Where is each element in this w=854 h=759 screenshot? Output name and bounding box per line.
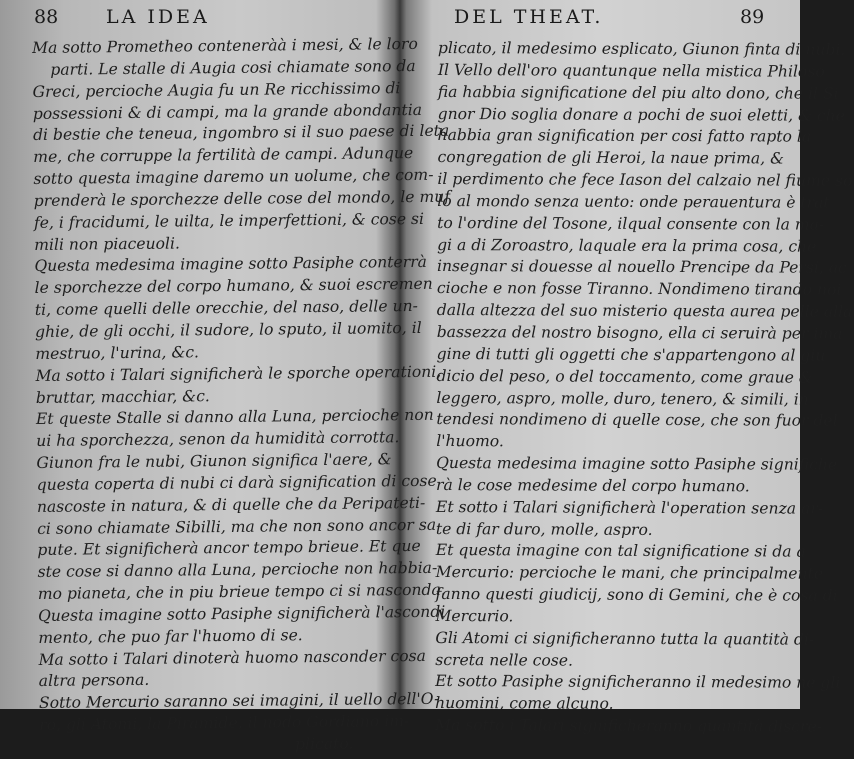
page-text	[434, 38, 853, 739]
text-line: di bestie che teneua, ingombro si il suo paese di leta	[32, 122, 450, 145]
text-line: questa coperta di nubi ci darà signification di cose	[36, 471, 437, 494]
running-head: DEL THEAT.	[454, 6, 604, 28]
text-line: possessioni & di campi, ma la grande abondantia	[32, 100, 423, 123]
text-line: Gli Atomi ci significheranno tutta la quantità di-	[435, 628, 815, 649]
text-line: huomini, come alcuno.	[435, 694, 614, 714]
text-line: mo pianeta, che in piu brieue tempo ci si nasconda.	[37, 580, 446, 604]
text-line: fe, i fracidumi, le uilta, le imperfettioni, & cose si	[33, 209, 425, 232]
text-line: il perdimento che fece Iason del calzaio nel fiume so	[437, 170, 853, 190]
text-line: ui ha sporchezza, senon da humidità corrotta.	[36, 428, 400, 451]
running-head: LA IDEA	[106, 6, 210, 28]
right-page	[402, 0, 853, 736]
text-line: Ma sotto i Talari significherà le sporche operationi,	[35, 362, 442, 385]
text-line: Ma sotto i Talari significheranno quantità discre-	[434, 716, 823, 736]
text-line: Questa imagine sotto Pasiphe significherà l'ascondi	[37, 602, 446, 625]
text-line: Il Vello dell'oro quantunque nella mistica Philoso	[437, 60, 825, 81]
text-line: Ma sotto i Talari dinoterà huomo nasconder cosa	[38, 646, 426, 669]
text-line: insegnar si douesse al nouello Prencipe da Persi, ac	[436, 257, 847, 278]
text-line: rà le cose medesime del corpo humano.	[436, 475, 750, 496]
text-line: mili non piaceuoli.	[34, 234, 180, 254]
text-line: pute. Et significherà ancor tempo brieue. Et que	[37, 537, 421, 560]
text-line: gi a di Zoroastro, laquale era la prima cosa, che	[437, 235, 817, 256]
text-line: leggero, aspro, molle, duro, tenero, & simili, in	[436, 388, 809, 409]
text-line: prenderà le sporchezze delle cose del mondo, le muf	[33, 187, 451, 210]
text-line: bassezza del nostro bisogno, ella ci seruirà per ima	[436, 322, 843, 343]
text-line: Mercurio: percioche le mani, che principalmente	[435, 563, 824, 583]
text-line: lo al mondo senza uento: onde perauentura è trat	[437, 191, 830, 212]
page-text	[32, 34, 451, 759]
text-line: ti, come quelli delle orecchie, del naso, delle un-	[34, 297, 418, 320]
text-line: cioche e non fosse Tiranno. Nondimeno tirando noi	[436, 279, 842, 300]
text-line: Questa medesima imagine sotto Pasiphe significhe	[436, 454, 838, 474]
text-line: sotto questa imagine daremo un uolume, che com-	[33, 165, 434, 189]
text-line: parti. Le stalle di Augia cosi chiamate sono da	[50, 56, 416, 79]
text-line: ste cose si danno alla Luna, percioche non habbia-	[37, 559, 438, 582]
text-line: bruttar, macchiar, &c.	[35, 386, 210, 407]
text-line: Et sotto i Talari significherà l'operation senza ar-	[435, 497, 824, 518]
page-number: 88	[34, 6, 59, 28]
text-line: mestruo, l'urina, &c.	[35, 343, 200, 363]
text-line: dicio del peso, o del toccamento, come graue &	[436, 366, 813, 387]
text-line: fia habbia significatione del piu alto dono, che il Si	[437, 82, 839, 103]
text-line: nascoste in natura, & di quelle che da Peripateti-	[36, 493, 426, 516]
text-line: congregation de gli Heroi, la naue prima, &	[437, 148, 785, 168]
text-line: Ma sotto Prometheo conteneràà i mesi, & le loro	[32, 34, 418, 57]
text-line: fanno questi giudicij, sono di Gemini, che è cosa di	[435, 585, 838, 605]
text-line: Et sotto Pasiphe significheranno il medesimo ne gli	[435, 672, 841, 693]
text-line: ci sono chiamate Sibilli, ma che non sono ancor sa	[37, 515, 437, 538]
page-number: 89	[740, 6, 765, 28]
text-line: Mercurio.	[435, 606, 514, 626]
text-line: mento, che puo far l'huomo di se.	[38, 625, 303, 647]
text-line: l'huomo.	[436, 432, 504, 451]
text-line: habbia gran signification per cosi fatto rapto la	[437, 126, 812, 147]
text-line: le sporchezze del corpo humano, & suoi escremen	[34, 275, 433, 298]
text-line: gine di tutti gli oggetti che s'appartengono al giu	[436, 344, 826, 365]
text-line: screta nelle cose.	[435, 650, 574, 670]
text-line: Giunon fra le nubi, Giunon significa l'aere, &	[36, 450, 392, 473]
text-line: tendesi nondimeno di quelle cose, che son fuor del	[436, 410, 838, 431]
text-line: plicato, il medesimo esplicato, Giunon finta di nubi.	[437, 38, 846, 59]
text-line: te di far duro, molle, aspro.	[435, 519, 653, 539]
text-line: Et queste Stalle si danno alla Luna, percioche non	[35, 406, 434, 429]
text-line: ro, gli Atomi, la Piramide, il nodo Gordiano im-	[39, 712, 410, 735]
text-line: Et questa imagine con tal significatione si da a	[435, 541, 806, 562]
text-line: altra persona.	[38, 671, 150, 691]
text-line: me, che corruppe la fertilità de campi. Adunque	[33, 144, 414, 167]
catchword: plicato.	[294, 734, 354, 754]
text-line: Questa medesima imagine sotto Pasiphe conterrà	[34, 253, 427, 276]
text-line: Sotto Mercurio saranno sei imagini, il uello dell'O-	[38, 690, 440, 713]
text-line: ghie, de gli occhi, il sudore, lo sputo, il uomito, il	[34, 318, 422, 341]
text-line: gnor Dio soglia donare a pochi de suoi eletti, & che	[437, 104, 845, 125]
text-line: Greci, percioche Augia fu un Re ricchissimo di	[32, 78, 401, 101]
text-line: to l'ordine del Tosone, ilqual consente con la ma-	[437, 213, 825, 234]
text-line: dalla altezza del suo misterio questa aurea pelle alla	[436, 301, 853, 321]
